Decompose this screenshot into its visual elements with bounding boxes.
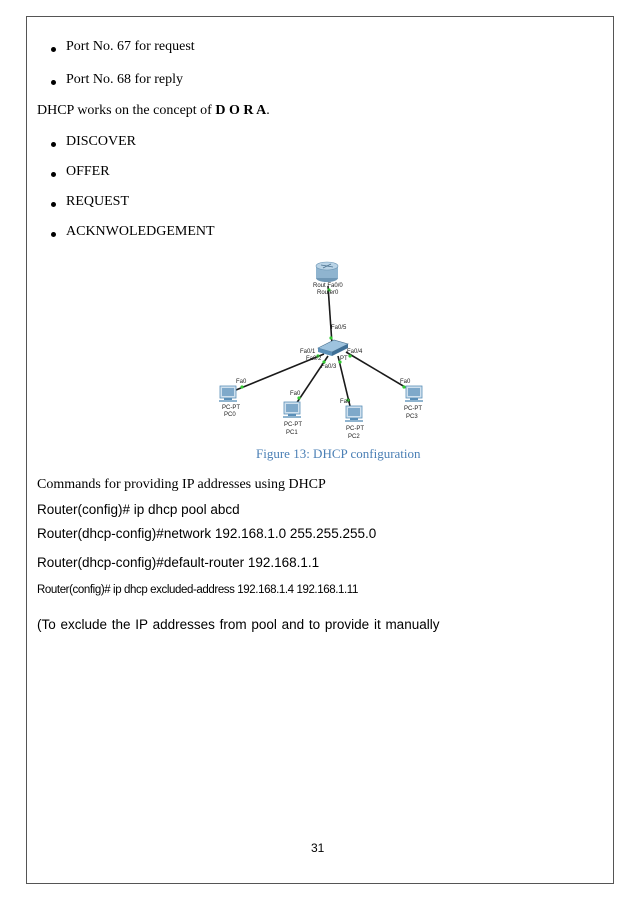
pc1-port: Fa0 bbox=[290, 391, 301, 397]
dora-suffix: . bbox=[266, 103, 270, 118]
step-offer: OFFER bbox=[66, 164, 110, 179]
step-request: REQUEST bbox=[66, 194, 129, 209]
pc0-type: PC-PT bbox=[222, 405, 240, 411]
switch-port-right: Fa0/4 bbox=[347, 349, 363, 355]
switch-port-mid: Fa0/3 bbox=[321, 364, 337, 370]
pc3-type: PC-PT bbox=[404, 406, 422, 412]
dora-prefix: DHCP works on the concept of bbox=[37, 103, 216, 118]
command-network: Router(dhcp-config)#network 192.168.1.0 255.255.255.0 bbox=[37, 526, 377, 541]
bullet-dot bbox=[51, 232, 56, 237]
step-discover: DISCOVER bbox=[66, 134, 137, 149]
pc2-name: PC2 bbox=[348, 434, 360, 440]
pc3-icon[interactable] bbox=[405, 386, 423, 402]
bullet-dot bbox=[51, 80, 56, 85]
router-port-label: Rout Fa0/0 bbox=[313, 283, 343, 289]
bullet-dot bbox=[51, 142, 56, 147]
command-note: (To exclude the IP addresses from pool and to provide it manually bbox=[37, 617, 440, 632]
switch-port-up: Fa0/5 bbox=[331, 325, 347, 331]
bullet-dot bbox=[51, 172, 56, 177]
router-icon[interactable] bbox=[316, 262, 338, 282]
bullet-port-68: Port No. 68 for reply bbox=[66, 72, 184, 87]
pc2-type: PC-PT bbox=[346, 426, 364, 432]
bullet-dot bbox=[51, 47, 56, 52]
bullet-dot bbox=[51, 202, 56, 207]
pc3-name: PC3 bbox=[406, 414, 418, 420]
command-excluded-address: Router(config)# ip dhcp excluded-address 192.168.1.4 192.168.1.11 bbox=[37, 584, 358, 596]
figure-caption: Figure 13: DHCP configuration bbox=[256, 446, 421, 461]
page-number: 31 bbox=[311, 841, 325, 855]
pc0-name: PC0 bbox=[224, 412, 236, 418]
port-dot bbox=[402, 385, 405, 388]
switch-port-left: Fa0/1 bbox=[300, 349, 316, 355]
dhcp-network-diagram bbox=[200, 256, 440, 444]
command-pool: Router(config)# ip dhcp pool abcd bbox=[37, 502, 240, 517]
pc2-icon[interactable] bbox=[345, 406, 363, 422]
switch-port-mid-left: Fa0/2 bbox=[306, 356, 322, 362]
pc1-type: PC-PT bbox=[284, 422, 302, 428]
pc0-icon[interactable] bbox=[219, 386, 237, 402]
pc0-port: Fa0 bbox=[236, 379, 247, 385]
step-acknowledgement: ACKNWOLEDGEMENT bbox=[66, 224, 215, 239]
bullet-port-67: Port No. 67 for request bbox=[66, 39, 195, 54]
dora-sentence bbox=[37, 103, 270, 119]
switch-label: PT bbox=[340, 356, 348, 362]
command-default-router: Router(dhcp-config)#default-router 192.168.1.1 bbox=[37, 555, 320, 570]
pc1-icon[interactable] bbox=[283, 402, 301, 418]
pc1-name: PC1 bbox=[286, 430, 298, 436]
pc3-port: Fa0 bbox=[400, 379, 411, 385]
commands-intro: Commands for providing IP addresses using DHCP bbox=[37, 477, 326, 492]
switch-icon[interactable] bbox=[318, 340, 348, 356]
router-name: Router0 bbox=[317, 290, 339, 296]
port-dot bbox=[240, 385, 243, 388]
pc2-port: Fa0 bbox=[340, 399, 351, 405]
port-dot bbox=[329, 336, 332, 339]
dora-bold: D O R A bbox=[215, 103, 267, 118]
